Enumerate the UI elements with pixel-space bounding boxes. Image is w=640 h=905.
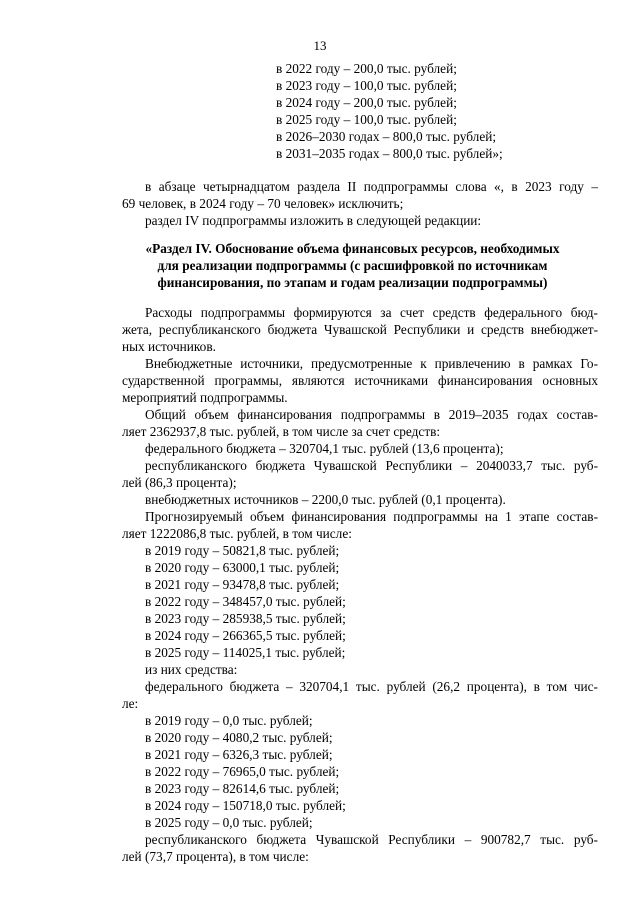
amendment-paragraph: в абзаце четырнадцатом раздела II подпрограммы слова «, в 2023 году – (145, 179, 598, 194)
body-paragraph: из них средства: (145, 662, 238, 677)
body-paragraph: лей (86,3 процента); (122, 475, 237, 490)
body-paragraph: федерального бюджета – 320704,1 тыс. рублей (13,6 процента); (145, 441, 504, 456)
list-item: в 2024 году – 200,0 тыс. рублей; (276, 95, 457, 110)
list-item: в 2021 году – 6326,3 тыс. рублей; (145, 747, 333, 762)
list-item: в 2024 году – 150718,0 тыс. рублей; (145, 798, 346, 813)
body-paragraph: лей (73,7 процента), в том числе: (122, 849, 309, 864)
body-paragraph: республиканского бюджета Чувашской Республики – 2040033,7 тыс. руб- (145, 458, 598, 473)
body-paragraph: жета, республиканского бюджета Чувашской Республики и средств внебюджет- (122, 322, 598, 337)
body-paragraph: внебюджетных источников – 2200,0 тыс. рублей (0,1 процента). (145, 492, 506, 507)
body-paragraph: ных источников. (122, 339, 216, 354)
section-heading: «Раздел IV. Обоснование объема финансовых ресурсов, необходимых (145, 241, 560, 256)
list-item: в 2022 году – 76965,0 тыс. рублей; (145, 764, 340, 779)
list-item: в 2025 году – 100,0 тыс. рублей; (276, 112, 457, 127)
list-item: в 2020 году – 4080,2 тыс. рублей; (145, 730, 333, 745)
list-item: в 2020 году – 63000,1 тыс. рублей; (145, 560, 340, 575)
body-paragraph: ле: (122, 696, 139, 711)
body-paragraph: федерального бюджета – 320704,1 тыс. рублей (26,2 процента), в том чис- (145, 679, 598, 694)
list-item: в 2023 году – 100,0 тыс. рублей; (276, 78, 457, 93)
list-item: в 2025 году – 114025,1 тыс. рублей; (145, 645, 346, 660)
body-paragraph: Общий объем финансирования подпрограммы в 2019–2035 годах состав- (145, 407, 598, 422)
list-item: в 2022 году – 348457,0 тыс. рублей; (145, 594, 346, 609)
body-paragraph: Внебюджетные источники, предусмотренные к привлечению в рамках Го- (145, 356, 598, 371)
list-item: в 2019 году – 0,0 тыс. рублей; (145, 713, 313, 728)
amendment-paragraph: раздел IV подпрограммы изложить в следующей редакции: (145, 213, 482, 228)
body-paragraph: ляет 1222086,8 тыс. рублей, в том числе: (122, 526, 352, 541)
page-number: 13 (313, 38, 327, 53)
section-heading: для реализации подпрограммы (с расшифровкой по источникам (157, 258, 548, 273)
section-heading: финансирования, по этапам и годам реализации подпрограммы) (157, 275, 548, 290)
body-paragraph: Прогнозируемый объем финансирования подпрограммы на 1 этапе состав- (145, 509, 598, 524)
list-item: в 2022 году – 200,0 тыс. рублей; (276, 61, 457, 76)
list-item: в 2025 году – 0,0 тыс. рублей; (145, 815, 313, 830)
list-item: в 2026–2030 годах – 800,0 тыс. рублей; (276, 129, 497, 144)
body-paragraph: сударственной программы, являются источниками финансирования основных (122, 373, 598, 388)
amendment-paragraph: 69 человек, в 2024 году – 70 человек» исключить; (122, 196, 404, 211)
body-paragraph: мероприятий подпрограммы. (122, 390, 288, 405)
list-item: в 2021 году – 93478,8 тыс. рублей; (145, 577, 340, 592)
list-item: в 2019 году – 50821,8 тыс. рублей; (145, 543, 340, 558)
list-item: в 2031–2035 годах – 800,0 тыс. рублей»; (276, 146, 503, 161)
body-paragraph: республиканского бюджета Чувашской Республики – 900782,7 тыс. руб- (145, 832, 598, 847)
list-item: в 2023 году – 82614,6 тыс. рублей; (145, 781, 340, 796)
list-item: в 2023 году – 285938,5 тыс. рублей; (145, 611, 346, 626)
list-item: в 2024 году – 266365,5 тыс. рублей; (145, 628, 346, 643)
body-paragraph: ляет 2362937,8 тыс. рублей, в том числе за счет средств: (122, 424, 441, 439)
body-paragraph: Расходы подпрограммы формируются за счет средств федерального бюд- (145, 305, 598, 320)
